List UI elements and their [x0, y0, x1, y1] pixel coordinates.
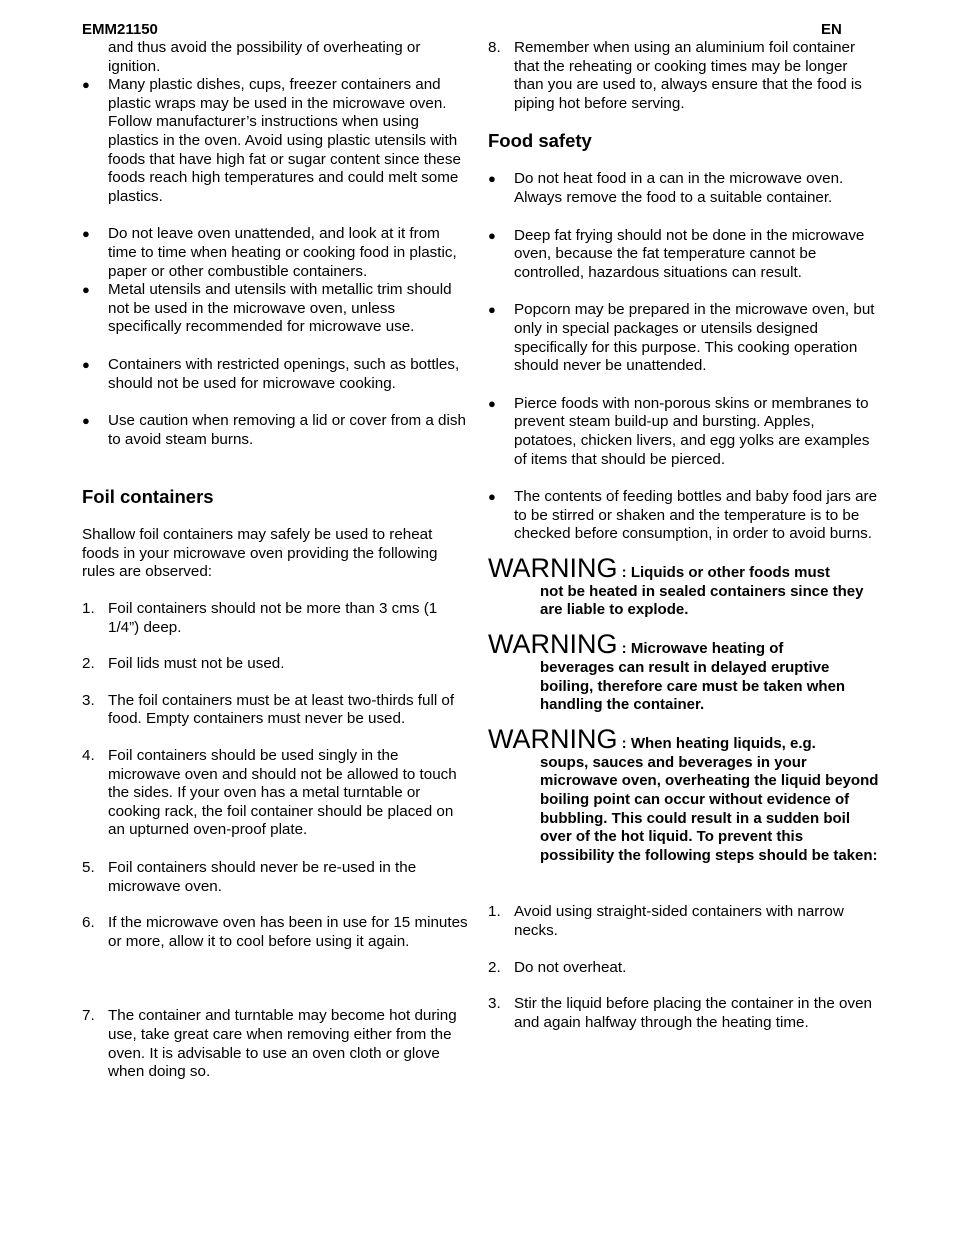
warning-block [488, 725, 880, 866]
list-item [488, 170, 880, 207]
list-item-text: Use caution when removing a lid or cover from a dish to avoid steam burns. [108, 412, 466, 448]
numbered-item-text: The foil containers must be at least two-thirds full of food. Empty containers must never be used. [108, 691, 455, 728]
list-item-text: Deep fat frying should not be done in the microwave oven, because the fat temperature cannot be controlled, hazardous situations can result. [514, 226, 865, 281]
numbered-item [488, 959, 880, 978]
list-item [82, 412, 472, 449]
numbered-item [82, 1007, 472, 1081]
numbered-item-text: Foil containers should never be re-used in the microwave oven. [108, 859, 417, 895]
numbered-item [82, 914, 472, 951]
warning-block [488, 630, 880, 715]
list-item [488, 488, 880, 544]
right-column [488, 39, 880, 1032]
bullet-icon: ● [488, 227, 496, 243]
numbered-item [488, 39, 880, 113]
bullet-icon: ● [82, 282, 90, 298]
numbered-item-text: Foil containers should not be more than 3 cms (1 1/4”) deep. [108, 600, 438, 636]
continued-text [82, 39, 472, 76]
warning-text-first: When heating liquids, e.g. [630, 734, 816, 752]
warning-label: WARNING [488, 629, 618, 660]
bullet-icon: ● [82, 77, 90, 93]
list-item-text: Many plastic dishes, cups, freezer containers and plastic wraps may be used in the microwave oven. Follow manufacturer’s instructions when using plastics in the oven. Avoid using plastic utensils with foods that have high fat or sugar content since these foods reach high temperatures and could melt some plastics. [108, 76, 461, 205]
warning-label: WARNING [488, 552, 618, 583]
item-number: 3. [82, 691, 95, 709]
numbered-item [82, 859, 472, 896]
foil-intro: Shallow foil containers may safely be used to reheat foods in your microwave oven providing the following rules are observed: [82, 526, 438, 581]
list-item [82, 225, 472, 281]
model-number: EMM21150 [82, 21, 158, 38]
numbered-item [82, 600, 472, 637]
numbered-item [82, 655, 472, 674]
bullet-icon: ● [82, 413, 90, 429]
numbered-item [488, 995, 880, 1032]
continued-text-content: and thus avoid the possibility of overheating or ignition. [108, 39, 421, 75]
item-number: 6. [82, 914, 95, 932]
numbered-item-text: Stir the liquid before placing the container in the oven and again halfway through the heating time. [514, 995, 872, 1031]
bullet-icon: ● [488, 395, 496, 411]
list-item-text: Containers with restricted openings, such as bottles, should not be used for microwave cooking. [108, 355, 460, 392]
section-heading-food-safety: Food safety [488, 130, 592, 152]
bullet-icon: ● [488, 489, 496, 505]
list-item [488, 301, 880, 375]
item-number: 4. [82, 747, 95, 765]
warning-block [488, 554, 880, 620]
left-column [82, 39, 472, 1082]
bullet-icon: ● [82, 226, 90, 242]
numbered-item-text: Do not overheat. [514, 958, 627, 976]
warning-colon: : [617, 640, 631, 658]
warning-text-first: Microwave heating of [630, 640, 784, 658]
warning-colon: : [617, 734, 631, 752]
numbered-item [82, 692, 472, 729]
list-item [488, 227, 880, 283]
warning-label: WARNING [488, 723, 618, 754]
bullet-icon: ● [82, 356, 90, 372]
item-number: 1. [488, 903, 501, 921]
item-number: 2. [82, 655, 95, 673]
numbered-item-text: Avoid using straight-sided containers with narrow necks. [514, 903, 844, 939]
warning-text-first: Liquids or other foods must [630, 563, 831, 581]
numbered-item-text: If the microwave oven has been in use for 15 minutes or more, allow it to cool before using it again. [108, 914, 468, 950]
language-code: EN [821, 21, 842, 38]
section-heading-foil: Foil containers [82, 486, 214, 508]
numbered-item-text: Foil containers should be used singly in the microwave oven and should not be allowed to touch the sides. If your oven has a metal turntable or cooking rack, the foil container should be placed on an upturned oven-proof plate. [108, 747, 457, 839]
list-item-text: Metal utensils and utensils with metallic trim should not be used in the microwave oven, unless specifically recommended for microwave use. [108, 281, 452, 336]
list-item [82, 356, 472, 393]
item-number: 7. [82, 1007, 95, 1025]
warning-text: beverages can result in delayed eruptive boiling, therefore care must be taken when handling the container. [540, 659, 846, 714]
item-number: 3. [488, 995, 501, 1013]
bullet-icon: ● [488, 302, 496, 318]
bullet-icon: ● [488, 171, 496, 187]
list-item [82, 281, 472, 337]
list-item-text: Do not heat food in a can in the microwave oven. Always remove the food to a suitable container. [514, 170, 844, 206]
numbered-item [82, 747, 472, 840]
list-item [488, 395, 880, 469]
numbered-item [488, 903, 880, 940]
list-item-text: Pierce foods with non-porous skins or membranes to prevent steam build-up and bursting. Apples, potatoes, chicken livers, and egg yolks are examples of items that should be pierced. [514, 394, 870, 468]
warning-text: soups, sauces and beverages in your microwave oven, overheating the liquid beyond boiling point can occur without evidence of bubbling. This could result in a sudden boil over of the hot liquid. To prevent this possibility the following steps should be taken: [540, 753, 879, 864]
numbered-item-text: Remember when using an aluminium foil container that the reheating or cooking times may be longer than you are used to, always ensure that the food is piping hot before serving. [514, 39, 862, 112]
warning-colon: : [617, 563, 631, 581]
list-item [82, 76, 472, 206]
item-number: 5. [82, 859, 95, 876]
list-item-text: Do not leave oven unattended, and look at it from time to time when heating or cooking food in plastic, paper or other combustible containers. [108, 225, 457, 280]
item-number: 1. [82, 600, 95, 618]
numbered-item-text: The container and turntable may become hot during use, take great care when removing either from the oven. It is advisable to use an oven cloth or glove when doing so. [108, 1007, 457, 1081]
warning-text: not be heated in sealed containers since they are liable to explode. [540, 582, 864, 619]
list-item-text: Popcorn may be prepared in the microwave oven, but only in special packages or utensils designed specifically for this purpose. This cooking operation should never be unattended. [514, 301, 875, 375]
numbered-item-text: Foil lids must not be used. [108, 655, 285, 673]
list-item-text: The contents of feeding bottles and baby food jars are to be stirred or shaken and the temperature is to be checked before consumption, in order to avoid burns. [514, 488, 878, 543]
item-number: 8. [488, 39, 501, 56]
item-number: 2. [488, 958, 501, 976]
